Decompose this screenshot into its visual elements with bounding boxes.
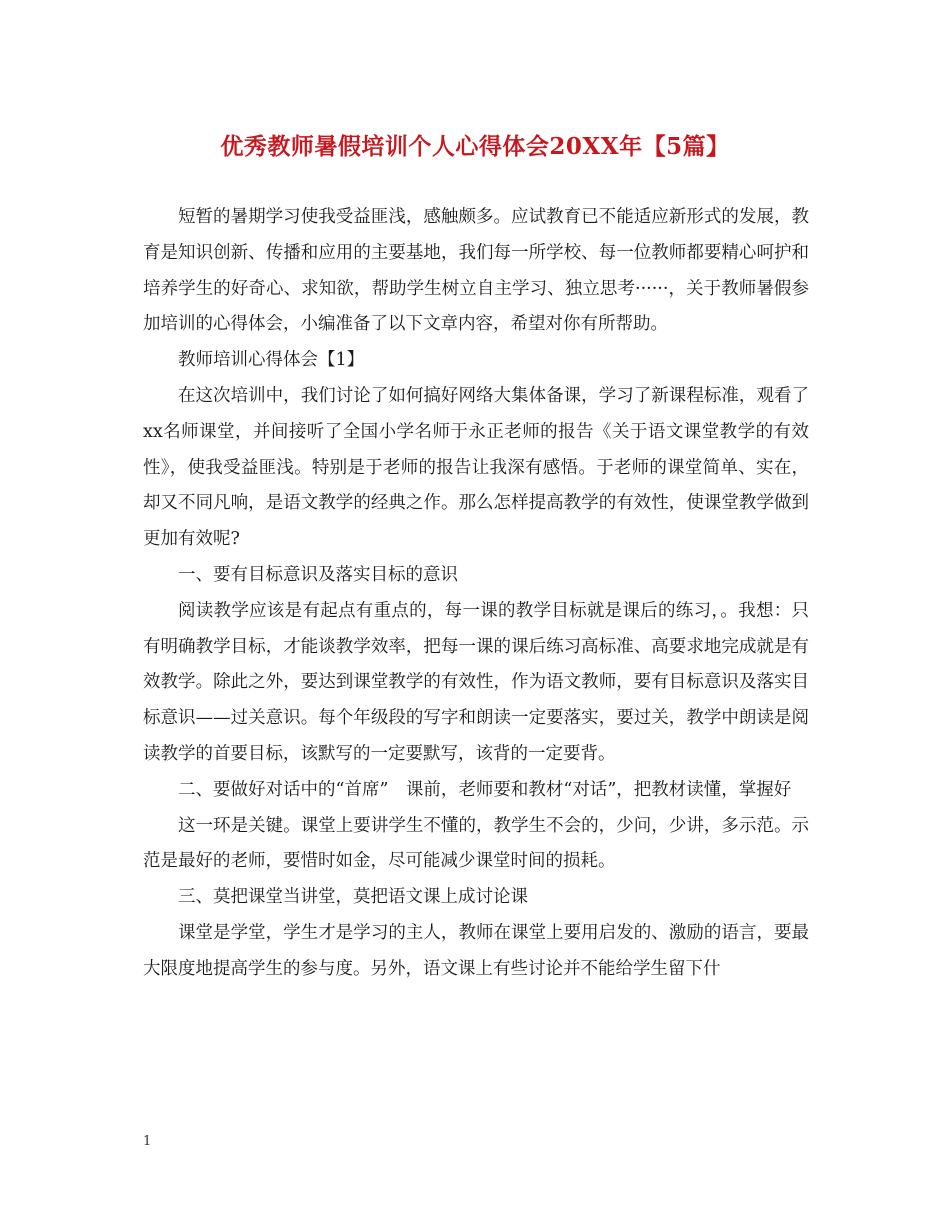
paragraph-training: 在这次培训中，我们讨论了如何搞好网络大集体备课，学习了新课程标准，观看了xx名师课堂，并间接听了全国小学名师于永正老师的报告《关于语文课堂教学的有效性》，使我受益匪浅。特别是于老师的报告让我深有感悟。于老师的课堂简单、实在，却又不同凡响，是语文教学的经典之作。那么怎样提高教学的有效性，使课堂教学做到更加有效呢? [143, 385, 809, 550]
paragraph-key-step: 这一环是关键。课堂上要讲学生不懂的，教学生不会的，少问，少讲，多示范。示范是最好的老师，要惜时如金，尽可能减少课堂时间的损耗。 [143, 815, 809, 872]
subheading-classroom: 三、莫把课堂当讲堂，莫把语文课上成讨论课 [178, 887, 528, 908]
section-heading-1: 教师培训心得体会【1】 [178, 350, 365, 371]
paragraph-classroom: 课堂是学堂，学生才是学习的主人，教师在课堂上要用启发的、激励的语言，要最大限度地提高学生的参与度。另外，语文课上有些讨论并不能给学生留下什 [143, 922, 809, 979]
subheading-goal-awareness: 一、要有目标意识及落实目标的意识 [178, 564, 458, 585]
document-title: 优秀教师暑假培训个人心得体会20XX年【5篇】 [220, 133, 730, 160]
document-body [143, 200, 809, 988]
subheading-dialogue-leader: 二、要做好对话中的“首席” 课前，老师要和教材“对话”，把教材读懂，掌握好 [178, 779, 792, 800]
intro-paragraph: 短暂的暑期学习使我受益匪浅，感触颇多。应试教育已不能适应新形式的发展，教育是知识创新、传播和应用的主要基地，我们每一所学校、每一位教师都要精心呵护和培养学生的好奇心、求知欲，帮助学生树立自主学习、独立思考······，关于教师暑假参加培训的心得体会，小编准备了以下文章内容，希望对你有所帮助。 [143, 207, 809, 335]
paragraph-reading-teaching: 阅读教学应该是有起点有重点的，每一课的教学目标就是课后的练习，。我想：只有明确教学目标，才能谈教学效率，把每一课的课后练习高标准、高要求地完成就是有效教学。除此之外，要达到课堂教学的有效性，作为语文教师，要有目标意识及落实目标意识——过关意识。每个年级段的写字和朗读一定要落实，要过关，教学中朗读是阅读教学的首要目标，该默写的一定要默写，该背的一定要背。 [143, 600, 809, 764]
page-number: 1 [143, 1134, 152, 1149]
